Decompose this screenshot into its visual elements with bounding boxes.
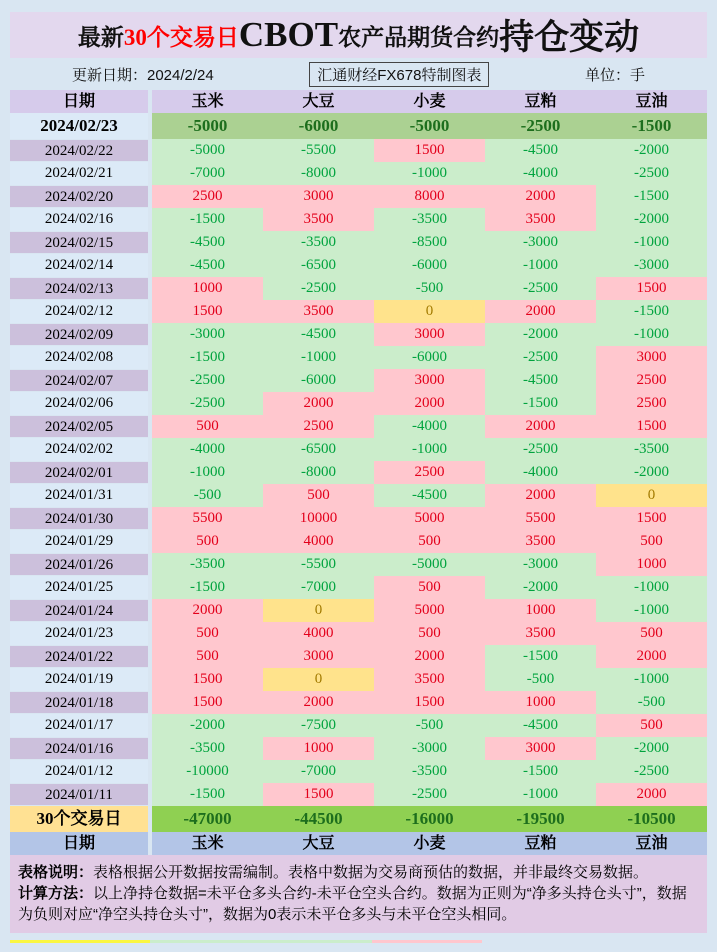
value-cell: -2000 bbox=[485, 576, 596, 599]
value-cell: -7500 bbox=[263, 714, 374, 737]
value-cell: -3000 bbox=[152, 323, 263, 346]
value-cell: 2500 bbox=[596, 392, 707, 415]
table-row bbox=[10, 208, 707, 231]
date-cell: 2024/01/11 bbox=[10, 783, 148, 806]
value-cell: -1000 bbox=[596, 599, 707, 622]
value-cell: 2500 bbox=[374, 461, 485, 484]
value-cell: -500 bbox=[374, 714, 485, 737]
legend-pink-segment bbox=[372, 940, 482, 943]
summary-wheat: -16000 bbox=[374, 806, 485, 832]
value-cell: -3000 bbox=[596, 254, 707, 277]
date-cell: 2024/02/08 bbox=[10, 346, 148, 369]
value-cell: -1000 bbox=[485, 254, 596, 277]
date-cell: 2024/01/18 bbox=[10, 691, 148, 714]
value-cell: -10000 bbox=[152, 760, 263, 783]
value-cell: -1000 bbox=[596, 668, 707, 691]
value-cell: 500 bbox=[596, 714, 707, 737]
value-cell: -4000 bbox=[152, 438, 263, 461]
date-cell: 2024/02/12 bbox=[10, 300, 148, 323]
table-row bbox=[10, 737, 707, 760]
table-row bbox=[10, 553, 707, 576]
source-label: 汇通财经FX678特制图表 bbox=[309, 62, 489, 87]
value-cell: 500 bbox=[374, 622, 485, 645]
date-cell: 2024/02/13 bbox=[10, 277, 148, 300]
value-cell: 1500 bbox=[374, 139, 485, 162]
table-row bbox=[10, 714, 707, 737]
value-cell: -8000 bbox=[263, 162, 374, 185]
value-cell: 1500 bbox=[263, 783, 374, 806]
value-cell: -1500 bbox=[596, 113, 707, 139]
value-cell: 500 bbox=[152, 415, 263, 438]
value-cell: 4000 bbox=[263, 622, 374, 645]
value-cell: -500 bbox=[596, 691, 707, 714]
table-row bbox=[10, 438, 707, 461]
value-cell: -5000 bbox=[152, 139, 263, 162]
table-row bbox=[10, 783, 707, 806]
value-cell: 2000 bbox=[263, 392, 374, 415]
date-cell: 2024/02/02 bbox=[10, 438, 148, 461]
value-cell: -1500 bbox=[152, 346, 263, 369]
value-cell: -1000 bbox=[152, 461, 263, 484]
calc-note-label: 计算方法： bbox=[18, 885, 94, 902]
title-part-products: 农产品期货合约 bbox=[338, 24, 500, 50]
value-cell: -2500 bbox=[485, 113, 596, 139]
date-cell: 2024/02/01 bbox=[10, 461, 148, 484]
date-cell: 2024/02/23 bbox=[10, 113, 148, 139]
date-cell: 2024/02/21 bbox=[10, 162, 148, 185]
value-cell: -3000 bbox=[374, 737, 485, 760]
date-cell: 2024/02/07 bbox=[10, 369, 148, 392]
date-cell: 2024/01/30 bbox=[10, 507, 148, 530]
table-row bbox=[10, 668, 707, 691]
value-cell: 2000 bbox=[374, 645, 485, 668]
value-cell: 1000 bbox=[263, 737, 374, 760]
table-row bbox=[10, 139, 707, 162]
value-cell: -500 bbox=[485, 668, 596, 691]
value-cell: -6500 bbox=[263, 254, 374, 277]
value-cell: -2000 bbox=[596, 139, 707, 162]
value-cell: 500 bbox=[596, 622, 707, 645]
value-cell: -4500 bbox=[485, 369, 596, 392]
value-cell: 1500 bbox=[596, 415, 707, 438]
value-cell: 0 bbox=[374, 300, 485, 323]
date-cell: 2024/01/17 bbox=[10, 714, 148, 737]
column-header-date: 日期 bbox=[10, 90, 148, 113]
date-cell: 2024/02/22 bbox=[10, 139, 148, 162]
legend-yellow-segment bbox=[10, 940, 150, 943]
value-cell: -7000 bbox=[263, 576, 374, 599]
value-cell: -5500 bbox=[263, 553, 374, 576]
value-cell: -4500 bbox=[152, 231, 263, 254]
value-cell: -4000 bbox=[485, 461, 596, 484]
table-row bbox=[10, 507, 707, 530]
value-cell: 1500 bbox=[374, 691, 485, 714]
notes-block bbox=[10, 855, 707, 933]
title-part-latest: 最新 bbox=[77, 24, 124, 50]
value-cell: 2000 bbox=[374, 392, 485, 415]
value-cell: -1500 bbox=[152, 576, 263, 599]
date-cell: 2024/01/25 bbox=[10, 576, 148, 599]
value-cell: 1000 bbox=[485, 599, 596, 622]
table-row bbox=[10, 113, 707, 139]
table-body bbox=[10, 113, 707, 806]
value-cell: -2000 bbox=[596, 737, 707, 760]
value-cell: -1000 bbox=[596, 323, 707, 346]
value-cell: -4000 bbox=[485, 162, 596, 185]
date-cell: 2024/01/16 bbox=[10, 737, 148, 760]
value-cell: 2000 bbox=[596, 645, 707, 668]
value-cell: 500 bbox=[596, 530, 707, 553]
footer-column-wheat: 小麦 bbox=[374, 832, 485, 855]
summary-soymeal: -19500 bbox=[485, 806, 596, 832]
value-cell: 2000 bbox=[485, 185, 596, 208]
table-row bbox=[10, 645, 707, 668]
table-row bbox=[10, 277, 707, 300]
column-header-corn: 玉米 bbox=[152, 90, 263, 113]
value-cell: -4500 bbox=[374, 484, 485, 507]
value-cell: -3500 bbox=[596, 438, 707, 461]
value-cell: -5000 bbox=[152, 113, 263, 139]
footer-column-date: 日期 bbox=[10, 832, 148, 855]
title-bar bbox=[10, 12, 707, 58]
value-cell: -6000 bbox=[374, 254, 485, 277]
value-cell: -1500 bbox=[485, 645, 596, 668]
column-header-soymeal: 豆粕 bbox=[485, 90, 596, 113]
value-cell: -5000 bbox=[374, 113, 485, 139]
value-cell: -2000 bbox=[152, 714, 263, 737]
value-cell: 5000 bbox=[374, 507, 485, 530]
legend-green-segment bbox=[150, 940, 372, 943]
value-cell: 2500 bbox=[596, 369, 707, 392]
date-cell: 2024/01/26 bbox=[10, 553, 148, 576]
value-cell: -2500 bbox=[152, 369, 263, 392]
table-row bbox=[10, 691, 707, 714]
value-cell: 3000 bbox=[263, 185, 374, 208]
table-row bbox=[10, 599, 707, 622]
value-cell: 0 bbox=[596, 484, 707, 507]
title-part-positions: 持仓变动 bbox=[499, 18, 640, 57]
value-cell: 1500 bbox=[596, 507, 707, 530]
table-note-label: 表格说明： bbox=[18, 864, 94, 881]
value-cell: 500 bbox=[152, 530, 263, 553]
value-cell: 3500 bbox=[485, 530, 596, 553]
column-header-soybean: 大豆 bbox=[263, 90, 374, 113]
table-row bbox=[10, 484, 707, 507]
value-cell: 1500 bbox=[596, 277, 707, 300]
value-cell: 3500 bbox=[485, 208, 596, 231]
update-date-label: 更新日期：2024/2/24 bbox=[72, 66, 214, 84]
value-cell: -5000 bbox=[374, 553, 485, 576]
value-cell: 3000 bbox=[485, 737, 596, 760]
value-cell: 500 bbox=[374, 530, 485, 553]
footer-column-soymeal: 豆粕 bbox=[485, 832, 596, 855]
value-cell: -4000 bbox=[374, 415, 485, 438]
table-note-text: 表格根据公开数据按需编制。表格中数据为交易商预估的数据，并非最终交易数据。 bbox=[93, 864, 649, 881]
column-header-soyoil: 豆油 bbox=[596, 90, 707, 113]
table-row bbox=[10, 323, 707, 346]
value-cell: 3000 bbox=[263, 645, 374, 668]
date-cell: 2024/02/06 bbox=[10, 392, 148, 415]
value-cell: -4500 bbox=[263, 323, 374, 346]
value-cell: 1000 bbox=[485, 691, 596, 714]
value-cell: 5500 bbox=[152, 507, 263, 530]
value-cell: 5500 bbox=[485, 507, 596, 530]
value-cell: -6000 bbox=[374, 346, 485, 369]
value-cell: 1500 bbox=[152, 668, 263, 691]
value-cell: -500 bbox=[374, 277, 485, 300]
calc-note-text: 以上净持仓数据=未平仓多头合约-未平仓空头合约。数据为正则为“净多头持仓头寸”，数据为负则对应“净空头持仓头寸”，数据为0表示未平仓多头与未平仓空头相同。 bbox=[18, 885, 687, 923]
value-cell: -3500 bbox=[374, 208, 485, 231]
value-cell: 1000 bbox=[152, 277, 263, 300]
table-row bbox=[10, 461, 707, 484]
value-cell: -6000 bbox=[263, 113, 374, 139]
value-cell: -1000 bbox=[374, 438, 485, 461]
summary-soyoil: -10500 bbox=[596, 806, 707, 832]
table-row bbox=[10, 622, 707, 645]
unit-label: 单位：手 bbox=[584, 66, 645, 84]
value-cell: -2000 bbox=[596, 461, 707, 484]
table-header-row bbox=[10, 90, 707, 113]
table-row bbox=[10, 760, 707, 783]
value-cell: 3500 bbox=[263, 300, 374, 323]
value-cell: -2000 bbox=[485, 323, 596, 346]
value-cell: -3000 bbox=[485, 231, 596, 254]
value-cell: -7000 bbox=[152, 162, 263, 185]
value-cell: -8000 bbox=[263, 461, 374, 484]
value-cell: -2500 bbox=[485, 346, 596, 369]
table-row bbox=[10, 254, 707, 277]
value-cell: 500 bbox=[374, 576, 485, 599]
table-row bbox=[10, 346, 707, 369]
value-cell: 2000 bbox=[485, 300, 596, 323]
value-cell: -3500 bbox=[152, 737, 263, 760]
footer-column-corn: 玉米 bbox=[152, 832, 263, 855]
value-cell: 5000 bbox=[374, 599, 485, 622]
value-cell: -500 bbox=[152, 484, 263, 507]
legend-strip bbox=[10, 940, 707, 943]
table-row bbox=[10, 369, 707, 392]
date-cell: 2024/02/16 bbox=[10, 208, 148, 231]
table-note bbox=[18, 862, 699, 883]
summary-row bbox=[10, 806, 707, 832]
value-cell: -3000 bbox=[485, 553, 596, 576]
subheader bbox=[10, 58, 707, 90]
value-cell: 0 bbox=[263, 668, 374, 691]
value-cell: 3000 bbox=[374, 369, 485, 392]
value-cell: 500 bbox=[152, 645, 263, 668]
value-cell: -3500 bbox=[263, 231, 374, 254]
value-cell: 2500 bbox=[152, 185, 263, 208]
date-cell: 2024/02/20 bbox=[10, 185, 148, 208]
value-cell: -1000 bbox=[485, 783, 596, 806]
date-cell: 2024/01/29 bbox=[10, 530, 148, 553]
value-cell: 2000 bbox=[152, 599, 263, 622]
value-cell: -2500 bbox=[485, 277, 596, 300]
value-cell: 2000 bbox=[485, 484, 596, 507]
value-cell: 2000 bbox=[263, 691, 374, 714]
date-cell: 2024/01/19 bbox=[10, 668, 148, 691]
value-cell: -2500 bbox=[263, 277, 374, 300]
table-footer-header-row bbox=[10, 832, 707, 855]
value-cell: 3500 bbox=[374, 668, 485, 691]
value-cell: -2500 bbox=[596, 162, 707, 185]
value-cell: -8500 bbox=[374, 231, 485, 254]
value-cell: -4500 bbox=[485, 714, 596, 737]
value-cell: -1500 bbox=[485, 392, 596, 415]
table-row bbox=[10, 576, 707, 599]
date-cell: 2024/01/31 bbox=[10, 484, 148, 507]
value-cell: -4500 bbox=[152, 254, 263, 277]
date-cell: 2024/02/14 bbox=[10, 254, 148, 277]
date-cell: 2024/02/09 bbox=[10, 323, 148, 346]
calc-note bbox=[18, 883, 699, 925]
value-cell: 3000 bbox=[374, 323, 485, 346]
table-row bbox=[10, 415, 707, 438]
value-cell: -1500 bbox=[485, 760, 596, 783]
value-cell: 2000 bbox=[485, 415, 596, 438]
summary-soybean: -44500 bbox=[263, 806, 374, 832]
value-cell: 3500 bbox=[263, 208, 374, 231]
date-cell: 2024/01/22 bbox=[10, 645, 148, 668]
value-cell: 10000 bbox=[263, 507, 374, 530]
value-cell: 3500 bbox=[485, 622, 596, 645]
value-cell: -1500 bbox=[152, 783, 263, 806]
value-cell: -5500 bbox=[263, 139, 374, 162]
summary-label: 30个交易日 bbox=[10, 806, 148, 832]
value-cell: -1000 bbox=[263, 346, 374, 369]
table-row bbox=[10, 185, 707, 208]
value-cell: -2500 bbox=[374, 783, 485, 806]
value-cell: -7000 bbox=[263, 760, 374, 783]
value-cell: 1000 bbox=[596, 553, 707, 576]
value-cell: 2500 bbox=[263, 415, 374, 438]
value-cell: -1500 bbox=[596, 300, 707, 323]
value-cell: -2000 bbox=[596, 208, 707, 231]
column-header-wheat: 小麦 bbox=[374, 90, 485, 113]
value-cell: -1000 bbox=[596, 576, 707, 599]
title-part-cbot: CBOT bbox=[238, 15, 339, 54]
value-cell: -6500 bbox=[263, 438, 374, 461]
footer-column-soybean: 大豆 bbox=[263, 832, 374, 855]
value-cell: 1500 bbox=[152, 691, 263, 714]
value-cell: 4000 bbox=[263, 530, 374, 553]
date-cell: 2024/02/15 bbox=[10, 231, 148, 254]
table-row bbox=[10, 392, 707, 415]
value-cell: 1500 bbox=[152, 300, 263, 323]
table-row bbox=[10, 231, 707, 254]
value-cell: 500 bbox=[263, 484, 374, 507]
date-cell: 2024/02/05 bbox=[10, 415, 148, 438]
positions-table bbox=[10, 90, 707, 855]
table-row bbox=[10, 162, 707, 185]
value-cell: -2500 bbox=[485, 438, 596, 461]
date-cell: 2024/01/24 bbox=[10, 599, 148, 622]
date-cell: 2024/01/23 bbox=[10, 622, 148, 645]
date-cell: 2024/01/12 bbox=[10, 760, 148, 783]
value-cell: -6000 bbox=[263, 369, 374, 392]
table-row bbox=[10, 300, 707, 323]
table-row bbox=[10, 530, 707, 553]
value-cell: -3500 bbox=[152, 553, 263, 576]
value-cell: 0 bbox=[263, 599, 374, 622]
value-cell: -1500 bbox=[152, 208, 263, 231]
value-cell: -2500 bbox=[152, 392, 263, 415]
value-cell: -3500 bbox=[374, 760, 485, 783]
value-cell: -4500 bbox=[485, 139, 596, 162]
value-cell: 2000 bbox=[596, 783, 707, 806]
footer-column-soyoil: 豆油 bbox=[596, 832, 707, 855]
value-cell: 3000 bbox=[596, 346, 707, 369]
summary-corn: -47000 bbox=[152, 806, 263, 832]
value-cell: 500 bbox=[152, 622, 263, 645]
value-cell: -1000 bbox=[374, 162, 485, 185]
value-cell: -1000 bbox=[596, 231, 707, 254]
title-part-30days: 30个交易日 bbox=[123, 24, 239, 50]
value-cell: -1500 bbox=[596, 185, 707, 208]
value-cell: 8000 bbox=[374, 185, 485, 208]
value-cell: -2500 bbox=[596, 760, 707, 783]
